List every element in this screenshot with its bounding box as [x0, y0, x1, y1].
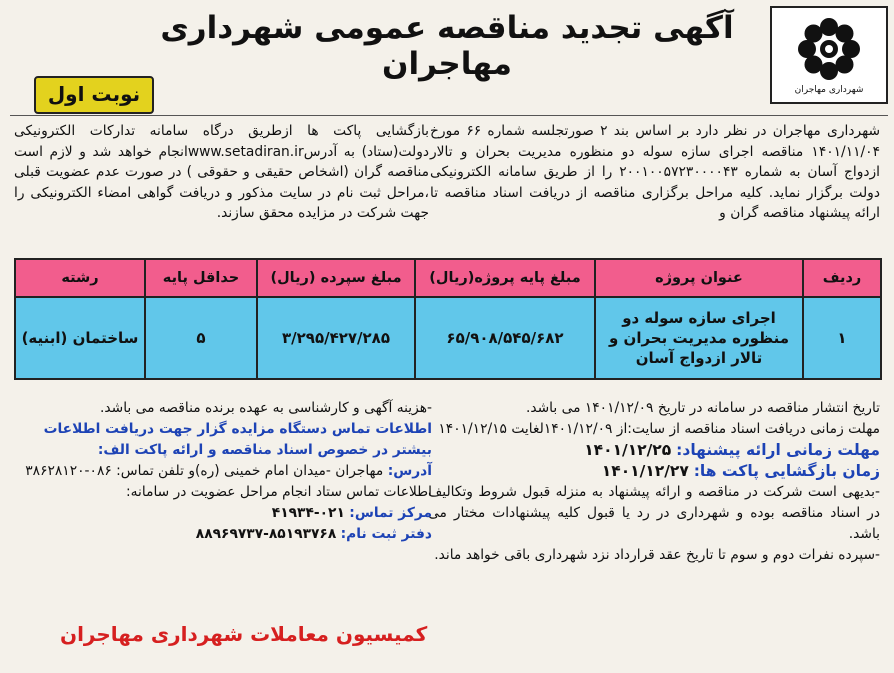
opening-value: ۱۴۰۱/۱۲/۲۷ [601, 462, 689, 480]
cell-base-amount: ۶۵/۹۰۸/۵۴۵/۶۸۲ [415, 297, 595, 379]
header-row-number: ردیف [803, 259, 881, 297]
registry-line [14, 524, 432, 545]
cell-project-title: اجرای سازه سوله دو منظوره مدیریت بحران و تالار ازدواج آسان [595, 297, 803, 379]
header-project-title: عنوان پروژه [595, 259, 803, 297]
deadline-line [428, 440, 880, 461]
registry-label: دفتر ثبت نام: [340, 526, 432, 542]
setad-info: اطلاعات تماس ستاد انجام مراحل عضویت در سامانه: [125, 484, 432, 500]
divider [10, 115, 888, 116]
opening-line [428, 461, 880, 482]
address-label: آدرس: [387, 463, 432, 479]
table-header-row [15, 259, 881, 297]
municipality-logo [770, 6, 888, 104]
flower-emblem-icon [792, 15, 866, 83]
deadline-value: ۱۴۰۱/۱۲/۲۵ [584, 441, 672, 459]
header-deposit-amount: مبلغ سپرده (ریال) [257, 259, 415, 297]
contact-section [14, 398, 432, 545]
cost-note: -هزینه آگهی و کارشناسی به عهده برنده مناقصه می باشد. [100, 400, 432, 416]
cell-min-grade: ۵ [145, 297, 257, 379]
call-center-label: مرکز تماس: [349, 505, 432, 521]
note-deposit: -سپرده نفرات دوم و سوم تا تاریخ عقد قرارداد نزد شهرداری باقی خواهد ماند. [434, 547, 880, 563]
cell-field: ساختمان (ابنیه) [15, 297, 145, 379]
header-field: رشته [15, 259, 145, 297]
schedule-section [428, 398, 880, 566]
registry-value: ۸۵۱۹۳۷۶۸-۸۸۹۶۹۷۳۷ [195, 526, 337, 542]
call-center-line [14, 503, 432, 524]
tender-table [14, 258, 882, 380]
cell-deposit-amount: ۳/۲۹۵/۴۲۷/۲۸۵ [257, 297, 415, 379]
publish-date: تاریخ انتشار مناقصه در سامانه در تاریخ ۱۴۰۱/۱۲/۰۹ می باشد. [525, 400, 880, 416]
intro-right-paragraph: شهرداری مهاجران در نظر دارد بر اساس بند ۲ صورتجلسه شماره ۶۶ مورخ ۱۴۰۱/۱۱/۰۴ مناقصه اجرای سازه سوله دو منظوره مدیریت بحران و تالار ازدواج آسان به شماره ۲۰۰۱۰۰۵۷۲۳۰۰۰۰۴۳ را از طریق سامانه الکترونیکی دولت برگزار نماید. کلیه مراحل برگزاری مناقصه از دریافت اسناد مناقصه تا ارائه پیشنهاد مناقصه گران و [430, 123, 881, 221]
round-badge: نوبت اول [34, 76, 154, 114]
docs-period: مهلت زمانی دریافت اسناد مناقصه از سایت:از ۱۴۰۱/۱۲/۰۹لغایت ۱۴۰۱/۱۲/۱۵ [438, 421, 880, 437]
address-value: مهاجران -میدان امام خمینی (ره)و تلفن تماس: ۰۸۶-۳۸۶۲۸۱۲۰ [25, 463, 384, 479]
table-row [15, 297, 881, 379]
header-min-grade: حداقل پایه [145, 259, 257, 297]
logo-caption: شهرداری مهاجران [794, 85, 864, 95]
intro-left-paragraph: بازگشایی پاکت ها ازطریق درگاه سامانه تدارکات الکترونیکی دولت(ستاد) به آدرسwww.setadiran.irانجام خواهد شد و لازم است مناقصه گران (اشخاص حقیقی و حقوقی ) در صورت عدم عضویت قبلی ،مراحل ثبت نام در سایت مذکور و دریافت گواهی امضاء الکترونیکی را جهت شرکت در مزایده محقق سازند. [14, 123, 429, 221]
opening-label: زمان بازگشایی پاکت ها: [693, 462, 880, 480]
note-acceptance: -بدیهی است شرکت در مناقصه و ارائه پیشنهاد به منزله قبول شروط وتکالیف در اسناد مناقصه بوده و شهرداری در رد یا قبول کلیه پیشنهادات مختار می باشد. [428, 484, 880, 542]
notice-title: آگهی تجدید مناقصه عمومی شهرداری مهاجران [160, 10, 734, 82]
call-center-value: ۰۲۱-۴۱۹۳۴ [271, 505, 345, 521]
cell-row-number: ۱ [803, 297, 881, 379]
header-base-amount: مبلغ پایه پروژه(ریال) [415, 259, 595, 297]
deadline-label: مهلت زمانی ارائه پیشنهاد: [676, 441, 880, 459]
address-line [14, 461, 432, 482]
signature: کمیسیون معاملات شهرداری مهاجران [60, 622, 428, 646]
contact-heading: اطلاعات تماس دستگاه مزایده گزار جهت دریافت اطلاعات بیشتر در خصوص اسناد مناقصه و ارائه پاکت الف: [43, 421, 432, 458]
